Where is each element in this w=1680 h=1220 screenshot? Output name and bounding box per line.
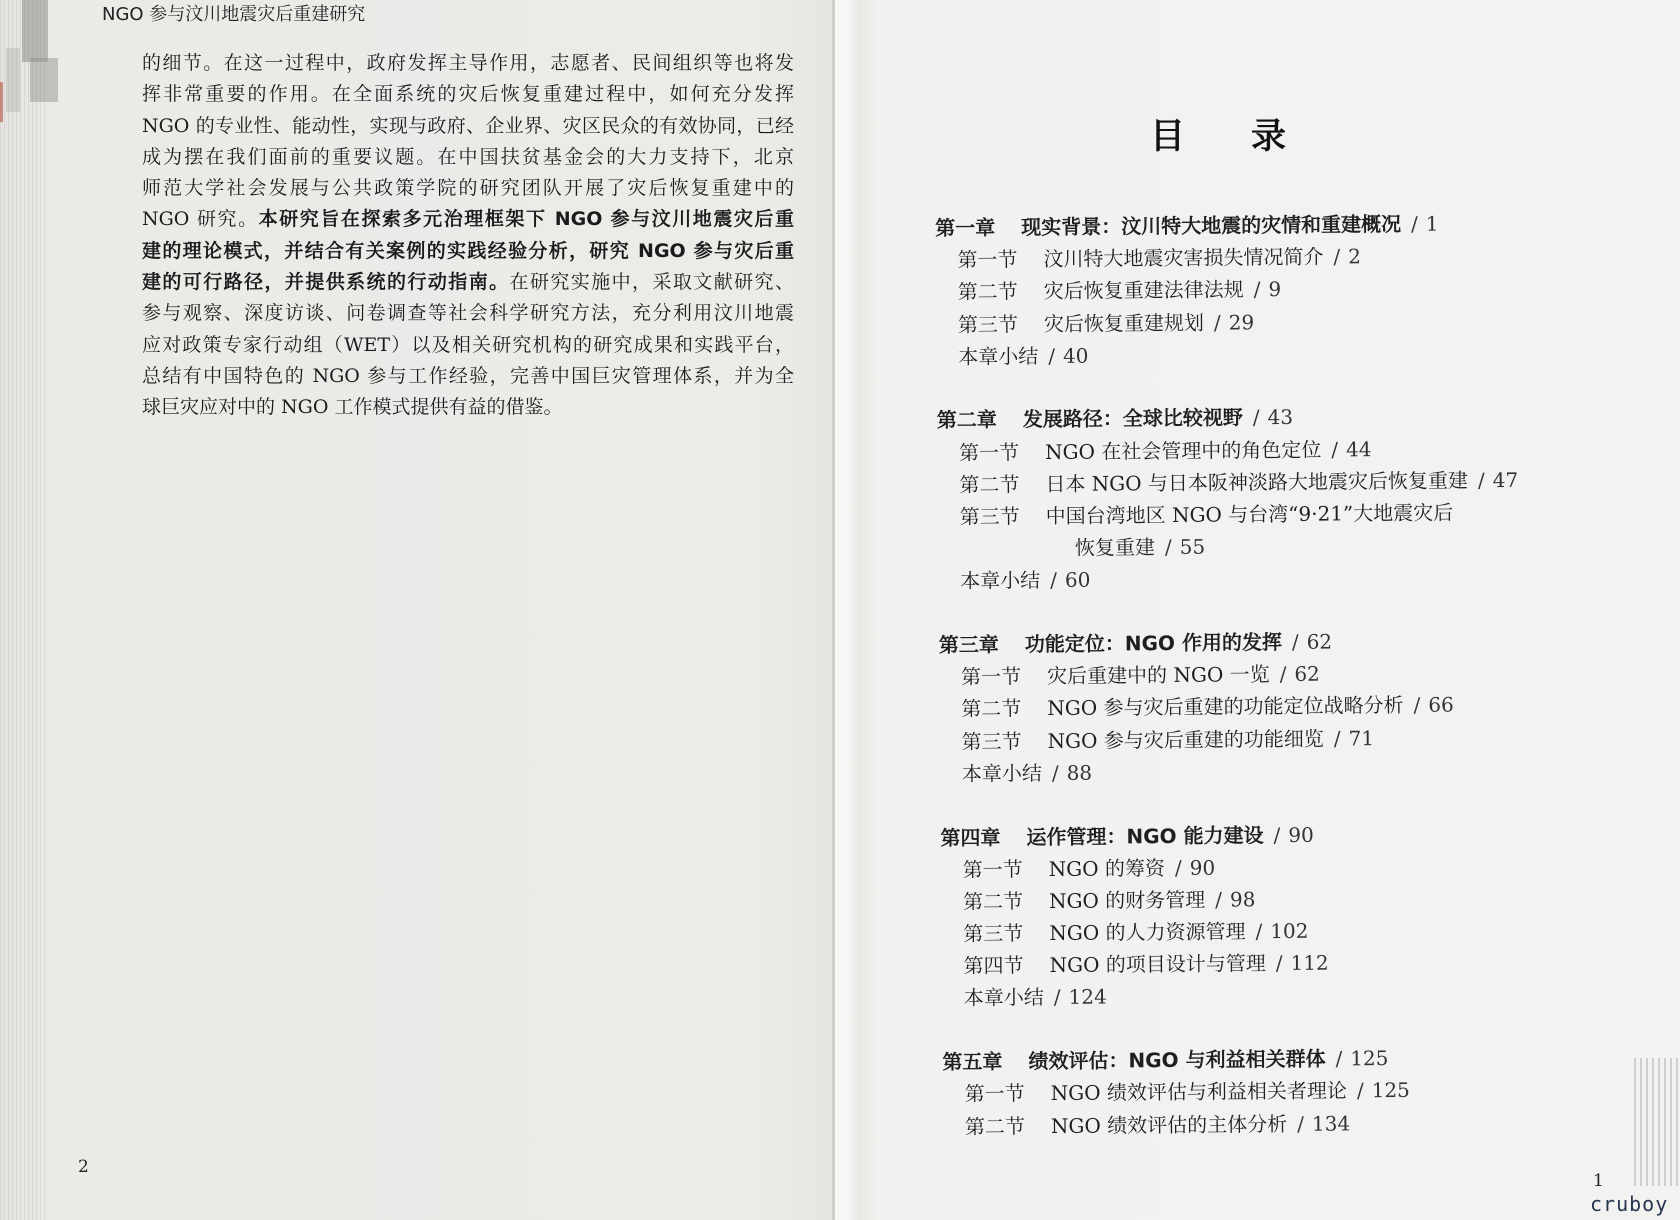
page-separator: / bbox=[1331, 437, 1339, 462]
body-line bbox=[142, 48, 794, 79]
body-text: 成为摆在我们面前的重要议题。在中国扶贫基金会的大力支持下，北京 bbox=[142, 145, 794, 168]
page-edge-stack-left bbox=[0, 0, 46, 1220]
page-edge-stack-right bbox=[1634, 1058, 1680, 1186]
section-title: NGO 的财务管理 bbox=[1048, 887, 1206, 913]
section-title-continuation: 恢复重建 bbox=[1074, 535, 1156, 560]
chapter-title: 功能定位：NGO 作用的发挥 bbox=[1024, 630, 1282, 657]
chapter-label: 第二章 bbox=[936, 407, 997, 433]
section-page-number: 134 bbox=[1311, 1110, 1351, 1136]
emphasized-text: 本研究旨在探索多元治理框架下 NGO 参与汶川地震灾后重 bbox=[258, 208, 794, 231]
page-separator: / bbox=[1335, 1046, 1343, 1071]
summary-title: 本章小结 bbox=[963, 985, 1044, 1011]
section-title: 汶川特大地震灾害损失情况简介 bbox=[1043, 244, 1324, 272]
chapter-page-number: 62 bbox=[1306, 629, 1333, 654]
chapter-page-number: 125 bbox=[1350, 1046, 1389, 1071]
page-edge-shadow bbox=[6, 48, 20, 112]
body-line bbox=[142, 392, 794, 423]
section-title: NGO 参与灾后重建的功能定位战略分析 bbox=[1047, 693, 1404, 721]
page-separator: / bbox=[1050, 568, 1058, 593]
body-text: 参与观察、深度访谈、问卷调查等社会科学研究方法，充分利用汶川地震 bbox=[142, 302, 794, 325]
toc-summary-row bbox=[940, 752, 1580, 790]
page-separator: / bbox=[1174, 855, 1182, 880]
body-text: 的细节。在这一过程中，政府发挥主导作用，志愿者、民间组织等也将发 bbox=[142, 52, 794, 74]
section-title: NGO 绩效评估的主体分析 bbox=[1050, 1111, 1288, 1138]
section-title: 灾后重建中的 NGO 一览 bbox=[1046, 662, 1270, 689]
toc-chapter bbox=[937, 399, 1579, 598]
page-separator: / bbox=[1297, 1111, 1305, 1136]
section-page-number: 125 bbox=[1371, 1078, 1410, 1103]
toc-summary-row bbox=[936, 335, 1576, 373]
page-separator: / bbox=[1291, 629, 1299, 654]
page-separator: / bbox=[1213, 310, 1221, 335]
body-line bbox=[142, 298, 794, 329]
chapter-label: 第四章 bbox=[940, 824, 1001, 850]
summary-page-number: 40 bbox=[1062, 343, 1089, 368]
page-separator: / bbox=[1333, 726, 1341, 751]
section-page-number: 9 bbox=[1268, 277, 1282, 302]
page-separator: / bbox=[1048, 343, 1056, 368]
section-label: 第二节 bbox=[957, 279, 1018, 305]
section-title: NGO 绩效评估与利益相关者理论 bbox=[1050, 1078, 1348, 1106]
section-title: 日本 NGO 与日本阪神淡路大地震灾后恢复重建 bbox=[1045, 468, 1469, 496]
section-label: 第三节 bbox=[963, 921, 1024, 946]
page-edge-mark bbox=[0, 82, 3, 122]
summary-page-number: 60 bbox=[1064, 568, 1091, 593]
section-label: 第三节 bbox=[959, 504, 1020, 529]
section-title: 灾后恢复重建规划 bbox=[1043, 310, 1205, 336]
section-page-number: 102 bbox=[1270, 918, 1309, 944]
section-page-number: 47 bbox=[1492, 467, 1519, 492]
page-edge-shadow bbox=[22, 0, 48, 62]
page-separator: / bbox=[1279, 662, 1287, 687]
section-title: 中国台湾地区 NGO 与台湾“9·21”大地震灾后 bbox=[1045, 500, 1454, 529]
body-paragraph bbox=[142, 48, 794, 424]
section-page-number: 62 bbox=[1294, 661, 1320, 687]
body-text: NGO 研究。 bbox=[142, 208, 259, 231]
page-separator: / bbox=[1164, 535, 1172, 560]
section-title: NGO 在社会管理中的角色定位 bbox=[1044, 437, 1322, 464]
page-separator: / bbox=[1356, 1078, 1364, 1103]
page-separator: / bbox=[1255, 919, 1263, 944]
running-head: NGO 参与汶川地震灾后重建研究 bbox=[102, 4, 366, 25]
page-separator: / bbox=[1333, 244, 1341, 269]
table-of-contents bbox=[935, 206, 1583, 1142]
page-separator: / bbox=[1477, 468, 1485, 493]
page-separator: / bbox=[1252, 405, 1260, 430]
toc-section-row bbox=[937, 463, 1577, 501]
body-line bbox=[142, 142, 794, 173]
toc-chapter bbox=[935, 206, 1576, 373]
body-text: 在研究实施中，采取文献研究、 bbox=[509, 271, 794, 294]
chapter-page-number: 43 bbox=[1267, 405, 1294, 430]
emphasized-text: 建的可行路径，并提供系统的行动指南。 bbox=[142, 271, 510, 294]
body-line bbox=[142, 361, 794, 392]
chapter-page-number: 90 bbox=[1288, 822, 1314, 847]
section-page-number: 44 bbox=[1345, 436, 1372, 462]
section-label: 第三节 bbox=[957, 311, 1019, 337]
toc-title: 目录 bbox=[1150, 116, 1353, 157]
page-number: 2 bbox=[78, 1157, 89, 1177]
body-text: 球巨灾应对中的 NGO 工作模式提供有益的借鉴。 bbox=[142, 396, 563, 419]
toc-chapter bbox=[939, 623, 1580, 790]
body-line bbox=[142, 236, 794, 267]
page-separator: / bbox=[1053, 985, 1061, 1010]
scanner-watermark: cruboy bbox=[1590, 1192, 1669, 1216]
body-text: 师范大学社会发展与公共政策学院的研究团队开展了灾后恢复重建中的 bbox=[142, 177, 794, 200]
page-separator: / bbox=[1275, 951, 1283, 976]
chapter-title: 现实背景：汶川特大地震的灾情和重建概况 bbox=[1021, 211, 1402, 240]
summary-title: 本章小结 bbox=[960, 568, 1041, 594]
section-page-number: 71 bbox=[1348, 725, 1375, 751]
section-page-number: 90 bbox=[1189, 855, 1216, 880]
section-title: NGO 参与灾后重建的功能细览 bbox=[1047, 726, 1324, 753]
body-text: 总结有中国特色的 NGO 参与工作经验，完善中国巨灾管理体系，并为全 bbox=[142, 364, 794, 387]
chapter-page-number: 1 bbox=[1425, 211, 1439, 236]
section-page-number: 2 bbox=[1348, 244, 1361, 269]
gutter bbox=[835, 0, 859, 1220]
chapter-label: 第三章 bbox=[938, 632, 999, 658]
summary-page-number: 88 bbox=[1066, 760, 1093, 785]
summary-page-number: 124 bbox=[1068, 984, 1107, 1010]
summary-title: 本章小结 bbox=[961, 760, 1043, 786]
body-text: 挥非常重要的作用。在全面系统的灾后恢复重建过程中，如何充分发挥 bbox=[142, 83, 794, 106]
section-label: 第一节 bbox=[957, 247, 1018, 272]
emphasized-text: 建的理论模式，并结合有关案例的实践经验分析，研究 NGO 参与灾后重 bbox=[142, 239, 794, 262]
page-separator: / bbox=[1413, 693, 1421, 718]
page-edge-shadow bbox=[30, 58, 58, 102]
body-line bbox=[142, 330, 794, 361]
toc-summary-row bbox=[938, 560, 1578, 598]
section-page-number: 55 bbox=[1179, 534, 1206, 560]
section-label: 第一节 bbox=[960, 664, 1022, 690]
section-label: 第四节 bbox=[963, 953, 1024, 979]
chapter-label: 第五章 bbox=[942, 1049, 1003, 1075]
body-line bbox=[142, 204, 794, 235]
section-page-number: 112 bbox=[1290, 950, 1329, 976]
section-label: 第一节 bbox=[962, 856, 1023, 882]
body-text: 应对政策专家行动组（WET）以及相关研究机构的研究成果和实践平台， bbox=[142, 333, 794, 356]
section-label: 第三节 bbox=[961, 728, 1022, 754]
chapter-title: 运作管理：NGO 能力建设 bbox=[1026, 822, 1264, 849]
toc-chapter bbox=[940, 816, 1582, 1015]
page-separator: / bbox=[1411, 211, 1418, 236]
section-label: 第二节 bbox=[964, 1113, 1026, 1139]
section-page-number: 98 bbox=[1229, 887, 1256, 912]
section-label: 第一节 bbox=[964, 1081, 1025, 1107]
summary-title: 本章小结 bbox=[958, 343, 1039, 369]
page-separator: / bbox=[1051, 760, 1059, 785]
section-title: NGO 的人力资源管理 bbox=[1049, 919, 1246, 946]
chapter-title: 发展路径：全球比较视野 bbox=[1022, 405, 1243, 432]
section-label: 第二节 bbox=[962, 889, 1024, 914]
chapter-label: 第一章 bbox=[935, 215, 996, 240]
body-line bbox=[142, 173, 794, 204]
body-line bbox=[142, 267, 794, 298]
page-separator: / bbox=[1215, 887, 1223, 912]
section-label: 第二节 bbox=[961, 696, 1022, 722]
section-title: NGO 的筹资 bbox=[1048, 855, 1166, 881]
chapter-title: 绩效评估：NGO 与利益相关群体 bbox=[1028, 1046, 1326, 1074]
page-number: 1 bbox=[1593, 1171, 1604, 1191]
toc-section-row bbox=[943, 1105, 1583, 1143]
body-text: NGO 的专业性、能动性，实现与政府、企业界、灾区民众的有效协同，已经 bbox=[142, 114, 794, 137]
body-line bbox=[142, 79, 794, 110]
toc-chapter bbox=[942, 1041, 1583, 1143]
section-page-number: 29 bbox=[1228, 309, 1255, 335]
section-title: NGO 的项目设计与管理 bbox=[1049, 951, 1266, 978]
toc-summary-row bbox=[942, 977, 1582, 1015]
section-title: 灾后恢复重建法律法规 bbox=[1043, 277, 1244, 304]
body-line bbox=[142, 111, 794, 142]
section-label: 第二节 bbox=[959, 472, 1020, 497]
page-separator: / bbox=[1273, 822, 1281, 847]
section-page-number: 66 bbox=[1428, 692, 1454, 718]
page-separator: / bbox=[1253, 277, 1261, 302]
section-label: 第一节 bbox=[958, 439, 1020, 465]
